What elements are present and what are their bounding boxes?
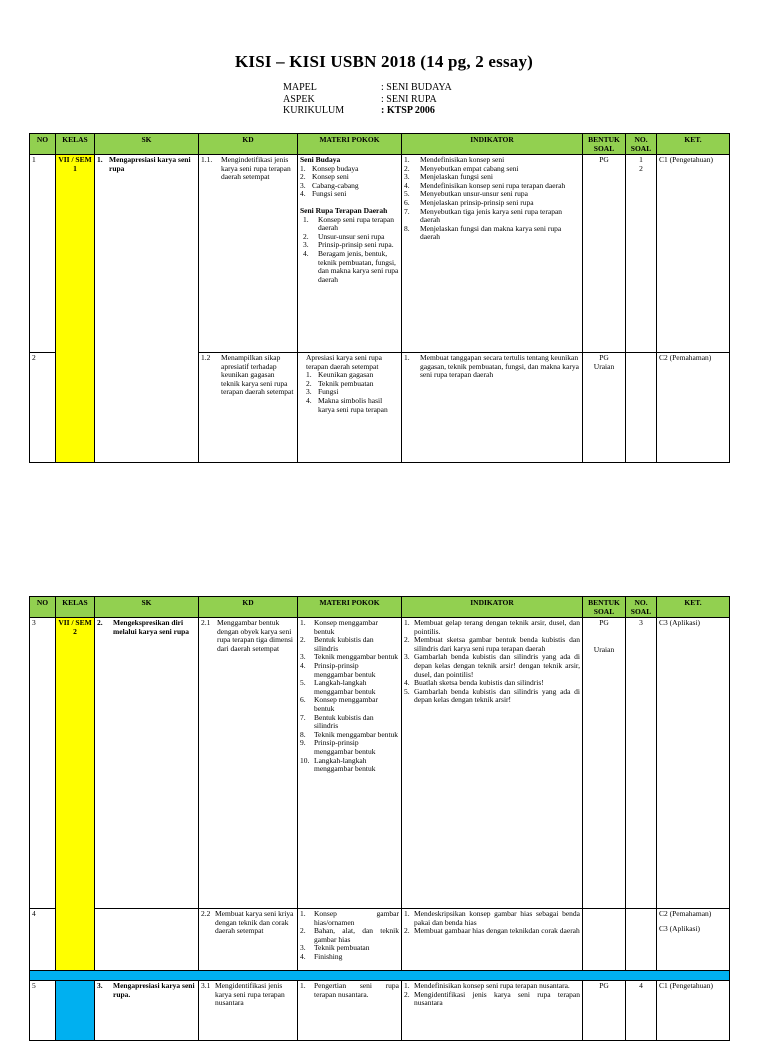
materi-item: Teknik menggambar bentuk — [314, 652, 399, 662]
cell-no-soal: 4 — [626, 981, 657, 1041]
indikator-item: Menjelaskan prinsip-prinsip seni rupa — [420, 197, 534, 207]
cell-materi: 1. Konsep gambar hias/ornamen 2. Bahan, alat, dan teknik gambar hias 3. Teknik pembuatan 4. Finishing — [298, 909, 402, 971]
kd-text: Menampilkan sikap apresiatif terhadap keunikan gagasan teknik karya seni rupa terapan daerah setempat — [221, 353, 294, 397]
kd-text: Mengidentifikasi jenis karya seni rupa terapan nusantara — [215, 981, 285, 1008]
materi-item: Finishing — [314, 951, 343, 961]
materi-item: Beragam jenis, bentuk, teknik pembuatan, fungsi, dan makna karya seni rupa daerah — [318, 248, 399, 284]
bentuk-item: Uraian — [593, 361, 615, 371]
kd-number: 1.2 — [201, 353, 211, 362]
sk-text: Mengapresiasi karya seni rupa — [109, 155, 191, 173]
materi-item: Bahan, alat, dan teknik gambar hias — [314, 926, 399, 944]
indikator-item: Menyebutkan tiga jenis karya seni rupa terapan daerah — [420, 206, 563, 225]
cell-ket: C1 (Pengetahuan) — [657, 155, 730, 353]
table-row — [30, 981, 730, 1041]
kisi-table-1 — [29, 133, 730, 463]
cell-materi: Seni Budaya 1. Konsep budaya 2. Konsep seni 3. Cabang-cabang 4. Fungsi seni Seni Rupa Terapan Daerah 1. Konsep seni rupa terapan daerah 2. Unsur-unsur seni rupa 3. Prinsip-prinsip seni rupa. 4. Beragam jenis, bentuk, teknik pembuatan, fungsi, dan makna karya seni rupa daerah — [298, 155, 402, 353]
sk-number: 1. — [97, 155, 103, 164]
materi-item: Langkah-langkah menggambar bentuk — [314, 755, 376, 774]
cell-no-soal — [626, 909, 657, 971]
cell-kelas — [56, 981, 95, 1041]
meta-label: KURIKULUM — [283, 105, 345, 116]
meta-value: : SENI BUDAYA — [381, 82, 452, 93]
kd-text: Mengindetifikasi jenis karya seni rupa terapan daerah setempat — [221, 155, 291, 182]
header-indikator: INDIKATOR — [402, 134, 583, 155]
cell-indikator: 1. Mendefinisikan konsep seni 2. Menyebutkan empat cabang seni 3. Menjelaskan fungsi seni 4. Mendefinisikan konsep seni rupa terapan daerah 5. Menyebutkan unsur-unsur seni rupa 6. Menjelaskan prinsip-prinsip seni rupa 7. Menyebutkan tiga jenis karya seni rupa terapan daerah 8. Menjelaskan fungsi dan makna karya seni rupa daerah — [402, 155, 583, 353]
cell-kd — [199, 909, 298, 971]
cell-sk — [95, 155, 199, 463]
kd-number: 1.1. — [201, 155, 213, 164]
kd-number: 2.2 — [201, 909, 211, 918]
indikator-item: Mendefinisikan konsep seni rupa terapan nusantara. — [414, 981, 570, 990]
cell-bentuk-soal — [583, 909, 626, 971]
cell-indikator: 1. Membuat tanggapan secara tertulis tentang keunikan gagasan, teknik pembuatan, fungsi, dan makna karya seni rupa terapan daerah — [402, 353, 583, 463]
cell-no: 3 — [30, 618, 56, 909]
cell-ket: C1 (Pengetahuan) — [657, 981, 730, 1041]
materi-item: Pengertian seni rupa terapan nusantara. — [314, 981, 399, 999]
kd-number: 3.1 — [201, 981, 211, 990]
materi-item: Keunikan gagasan — [318, 370, 374, 380]
materi-item: Prinsip-prinsip seni rupa. — [318, 240, 394, 250]
header-ket: KET. — [657, 597, 730, 618]
header-no: NO — [30, 134, 56, 155]
cell-ket: C3 (Aplikasi) — [657, 618, 730, 909]
header-no-soal: NO. SOAL — [626, 597, 657, 618]
materi-heading: Seni Rupa Terapan Daerah — [300, 205, 388, 215]
materi-item: Fungsi seni — [312, 189, 347, 199]
materi-item: Konsep seni — [312, 172, 349, 182]
materi-item: Konsep menggambar bentuk — [314, 695, 378, 713]
materi-item: Makna simbolis hasil karya seni rupa terapan — [318, 395, 388, 414]
indikator-item: Membuat sketsa gambar bentuk benda kubistis dan silindris dari karya seni rupa terapan daerah — [414, 635, 580, 653]
table-header-row — [30, 597, 730, 618]
no-soal-item: 2 — [639, 163, 643, 173]
cell-kd — [199, 155, 298, 353]
kd-number: 2.1 — [201, 618, 211, 627]
materi-item: Prinsip-prinsip menggambar bentuk — [314, 660, 376, 679]
cell-no: 4 — [30, 909, 56, 971]
header-sk: SK — [95, 134, 199, 155]
materi-item: Unsur-unsur seni rupa — [318, 231, 385, 241]
separator-cell — [30, 971, 730, 981]
meta-mapel — [283, 82, 452, 94]
sk-text: Mengekspresikan diri melalui karya seni rupa — [113, 618, 190, 636]
header-ket: KET. — [657, 134, 730, 155]
materi-item: Prinsip-prinsip menggambar bentuk — [314, 738, 376, 756]
indikator-item: Gambarlah benda kubistis dan silindris yang ada di depan kelas dengan teknik arsir! — [414, 686, 580, 705]
bentuk-item: Uraian — [593, 644, 615, 654]
header-no-soal: NO. SOAL — [626, 134, 657, 155]
no-soal-item: 1 — [639, 155, 643, 164]
cell-sk — [95, 909, 199, 971]
document-meta — [283, 82, 452, 117]
materi-item: Fungsi — [318, 387, 339, 397]
kisi-table-2 — [29, 596, 730, 1041]
bentuk-item: PG — [599, 353, 609, 362]
meta-value: : SENI RUPA — [381, 93, 437, 105]
header-bentuk: BENTUK SOAL — [583, 597, 626, 618]
cell-indikator: 1. Mendeskripsikan konsep gambar hias sebagai benda pakai dan benda hias 2. Membuat gambaar hias dengan teknikdan corak daerah — [402, 909, 583, 971]
materi-item: Langkah-langkah menggambar bentuk — [314, 678, 376, 696]
meta-kurikulum — [283, 105, 452, 117]
materi-item: Konsep menggambar bentuk — [314, 618, 378, 636]
document-title: KISI – KISI USBN 2018 (14 pg, 2 essay) — [234, 52, 534, 71]
separator-row — [30, 971, 730, 981]
table-row — [30, 618, 730, 909]
header-no: NO — [30, 597, 56, 618]
indikator-item: Mendefinisikan konsep seni — [420, 155, 505, 164]
cell-no: 2 — [30, 353, 56, 463]
indikator-item: Buatlah sketsa benda kubistis dan silindris! — [414, 678, 544, 688]
materi-item: Konsep gambar hias/ornamen — [314, 909, 399, 927]
materi-item: Teknik pembuatan — [314, 943, 370, 953]
meta-label: ASPEK — [283, 93, 315, 105]
materi-item: Konsep budaya — [312, 163, 359, 173]
cell-materi: 1. Pengertian seni rupa terapan nusantara. — [298, 981, 402, 1041]
cell-indikator: 1. Mendefinisikan konsep seni rupa terapan nusantara. 2. Mengidentifikasi jenis karya seni rupa terapan nusantara — [402, 981, 583, 1041]
cell-no: 1 — [30, 155, 56, 353]
indikator-item: Menjelaskan fungsi seni — [420, 172, 493, 182]
indikator-item: Membuat tanggapan secara tertulis tentang keunikan gagasan, teknik pembuatan, fungsi, dan makna karya seni rupa terapan daerah — [420, 353, 579, 380]
table-header-row — [30, 134, 730, 155]
materi-item: Konsep seni rupa terapan daerah — [318, 214, 395, 233]
materi-item: Bentuk kubistis dan silindris — [314, 635, 374, 653]
cell-no-soal — [626, 353, 657, 463]
cell-sk — [95, 618, 199, 909]
header-indikator: INDIKATOR — [402, 597, 583, 618]
table-row — [30, 909, 730, 971]
kd-text: Membuat karya seni kriya dengan teknik dan corak daerah setempat — [215, 909, 294, 936]
indikator-item: Menjelaskan fungsi dan makna karya seni rupa daerah — [420, 223, 562, 242]
table-row — [30, 155, 730, 353]
sk-number: 3. — [97, 981, 103, 990]
header-kd: KD — [199, 134, 298, 155]
indikator-item: Mengidentifikasi jenis karya seni rupa terapan nusantara — [414, 989, 580, 1008]
header-kd: KD — [199, 597, 298, 618]
header-materi: MATERI POKOK — [298, 597, 402, 618]
materi-intro: Apresiasi karya seni rupa terapan daerah setempat — [306, 353, 383, 371]
cell-no-soal — [626, 155, 657, 353]
header-kelas: KELAS — [56, 134, 95, 155]
materi-item: Teknik menggambar bentuk — [314, 729, 399, 739]
ket-item: C2 (Pemahaman) — [659, 909, 712, 918]
materi-item: Teknik pembuatan — [318, 378, 374, 388]
meta-aspek — [283, 94, 452, 106]
cell-bentuk-soal — [583, 353, 626, 463]
header-sk: SK — [95, 597, 199, 618]
bentuk-item: PG — [599, 618, 609, 627]
cell-kelas: VII / SEM 1 — [56, 155, 95, 463]
cell-kelas: VII / SEM 2 — [56, 618, 95, 971]
cell-kd — [199, 618, 298, 909]
indikator-item: Membuat gelap terang dengan teknik arsir, dusel, dan pointilis. — [414, 618, 580, 636]
cell-bentuk-soal — [583, 618, 626, 909]
header-kelas: KELAS — [56, 597, 95, 618]
cell-ket: C2 (Pemahaman) — [657, 353, 730, 463]
indikator-item: Gambarlah benda kubistis dan silindris yang ada di depan kelas dengan teknik arsir! dengan teknik arsir, dusel, dan pointilis! — [414, 652, 580, 679]
cell-indikator: 1. Membuat gelap terang dengan teknik arsir, dusel, dan pointilis. 2. Membuat sketsa gambar bentuk benda kubistis dan silindris dari karya seni rupa terapan daerah 3. Gambarlah benda kubistis dan silindris yang ada di depan kelas dengan teknik arsir! dengan teknik arsir, dusel, dan pointilis! 4. Buatlah sketsa benda kubistis dan silindris! 5. Gambarlah benda kubistis dan silindris yang ada di depan kelas dengan teknik arsir! — [402, 618, 583, 909]
cell-ket — [657, 909, 730, 971]
indikator-item: Menyebutkan empat cabang seni — [420, 163, 519, 173]
materi-heading: Seni Budaya — [300, 155, 341, 164]
sk-number: 2. — [97, 618, 103, 627]
cell-no: 5 — [30, 981, 56, 1041]
materi-item: Bentuk kubistis dan silindris — [314, 712, 374, 731]
header-materi: MATERI POKOK — [298, 134, 402, 155]
indikator-item: Membuat gambaar hias dengan teknikdan corak daerah — [414, 926, 580, 936]
ket-item: C3 (Aplikasi) — [659, 923, 701, 933]
cell-sk — [95, 981, 199, 1041]
indikator-item: Mendeskripsikan konsep gambar hias sebagai benda pakai dan benda hias — [414, 909, 580, 927]
cell-kd — [199, 981, 298, 1041]
meta-label: MAPEL — [283, 82, 317, 93]
cell-materi: 1. Konsep menggambar bentuk 2. Bentuk kubistis dan silindris 3. Teknik menggambar bentuk 4. Prinsip-prinsip menggambar bentuk 5. Langkah-langkah menggambar bentuk 6. Konsep menggambar bentuk 7. Bentuk kubistis dan silindris 8. Teknik menggambar bentuk 9. Prinsip-prinsip menggambar bentuk 10. Langkah-langkah menggambar bentuk — [298, 618, 402, 909]
materi-item: Cabang-cabang — [312, 180, 359, 190]
indikator-item: Menyebutkan unsur-unsur seni rupa — [420, 189, 528, 199]
cell-bentuk-soal: PG — [583, 981, 626, 1041]
indikator-item: Mendefinisikan konsep seni rupa terapan daerah — [420, 180, 566, 190]
meta-value: : KTSP 2006 — [381, 105, 435, 116]
cell-bentuk-soal: PG — [583, 155, 626, 353]
cell-kd — [199, 353, 298, 463]
cell-no-soal: 3 — [626, 618, 657, 909]
kd-text: Menggambar bentuk dengan obyek karya seni rupa terapan tiga dimensi dari daerah setempat — [217, 618, 294, 653]
cell-materi: Apresiasi karya seni rupa terapan daerah setempat 1. Keunikan gagasan 2. Teknik pembuatan 3. Fungsi 4. Makna simbolis hasil karya seni rupa terapan — [298, 353, 402, 463]
sk-text: Mengapresiasi karya seni rupa. — [113, 981, 195, 999]
header-bentuk: BENTUK SOAL — [583, 134, 626, 155]
